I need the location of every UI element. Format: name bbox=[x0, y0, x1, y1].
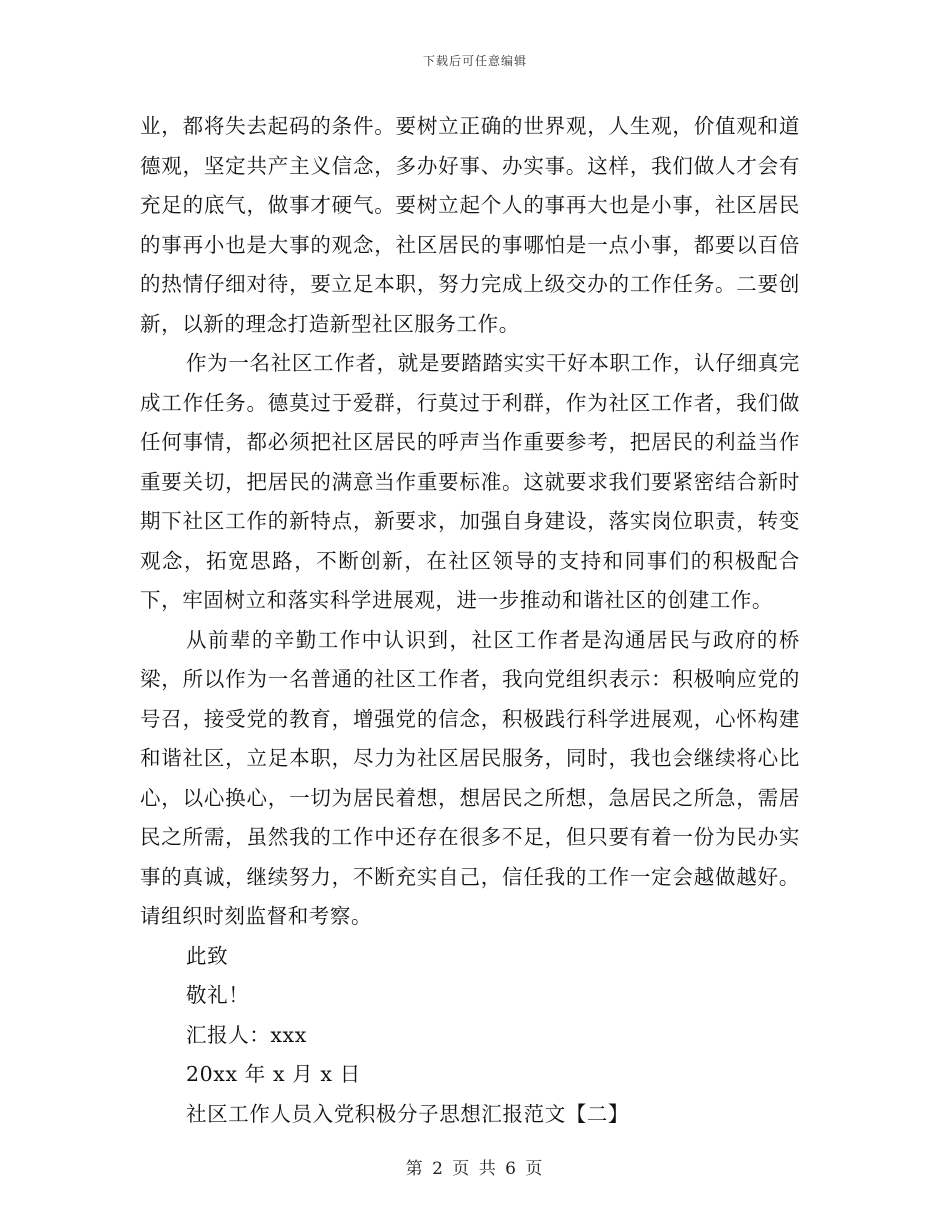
paragraph-2: 作为一名社区工作者，就是要踏踏实实干好本职工作，认仔细真完成工作任务。德莫过于爱群，行莫过于利群，作为社区工作者，我们做任何事情，都必须把社区居民的呼声当作重要参考，把居民的利益当作重要关切，把居民的满意当作重要标准。这就要求我们要紧密结合新时期下社区工作的新特点，新要求，加强自身建设，落实岗位职责，转变观念，拓宽思路，不断创新，在社区领导的支持和同事们的积极配合下，牢固树立和落实科学进展观，进一步推动和谐社区的创建工作。 bbox=[140, 351, 800, 612]
document-body bbox=[140, 107, 800, 1134]
date-line: 20xx 年 x 月 x 日 bbox=[186, 1062, 361, 1086]
page-header: 下载后可任意编辑 bbox=[422, 54, 527, 68]
closing-line: 此致 bbox=[186, 943, 229, 968]
reporter-line: 汇报人：xxx bbox=[186, 1022, 307, 1047]
next-section-title: 社区工作人员入党积极分子思想汇报范文【二】 bbox=[186, 1101, 630, 1126]
page-number: 第 2 页 共 6 页 bbox=[405, 1159, 545, 1179]
paragraph-1: 业，都将失去起码的条件。要树立正确的世界观，人生观，价值观和道德观，坚定共产主义信念，多办好事、办实事。这样，我们做人才会有充足的底气，做事才硬气。要树立起个人的事再大也是小事，社区居民的事再小也是大事的观念，社区居民的事哪怕是一点小事，都要以百倍的热情仔细对待，要立足本职，努力完成上级交办的工作任务。二要创新，以新的理念打造新型社区服务工作。 bbox=[140, 114, 800, 336]
salute-line: 敬礼！ bbox=[186, 983, 250, 1007]
paragraph-3: 从前辈的辛勤工作中认识到，社区工作者是沟通居民与政府的桥梁，所以作为一名普通的社区工作者，我向党组织表示：积极响应党的号召，接受党的教育，增强党的信念，积极践行科学进展观，心怀构建和谐社区，立足本职，尽力为社区居民服务，同时，我也会继续将心比心，以心换心，一切为居民着想，想居民之所想，急居民之所急，需居民之所需，虽然我的工作中还存在很多不足，但只要有着一份为民办实事的真诚，继续努力，不断充实自己，信任我的工作一定会越做越好。请组织时刻监督和考察。 bbox=[140, 627, 800, 928]
